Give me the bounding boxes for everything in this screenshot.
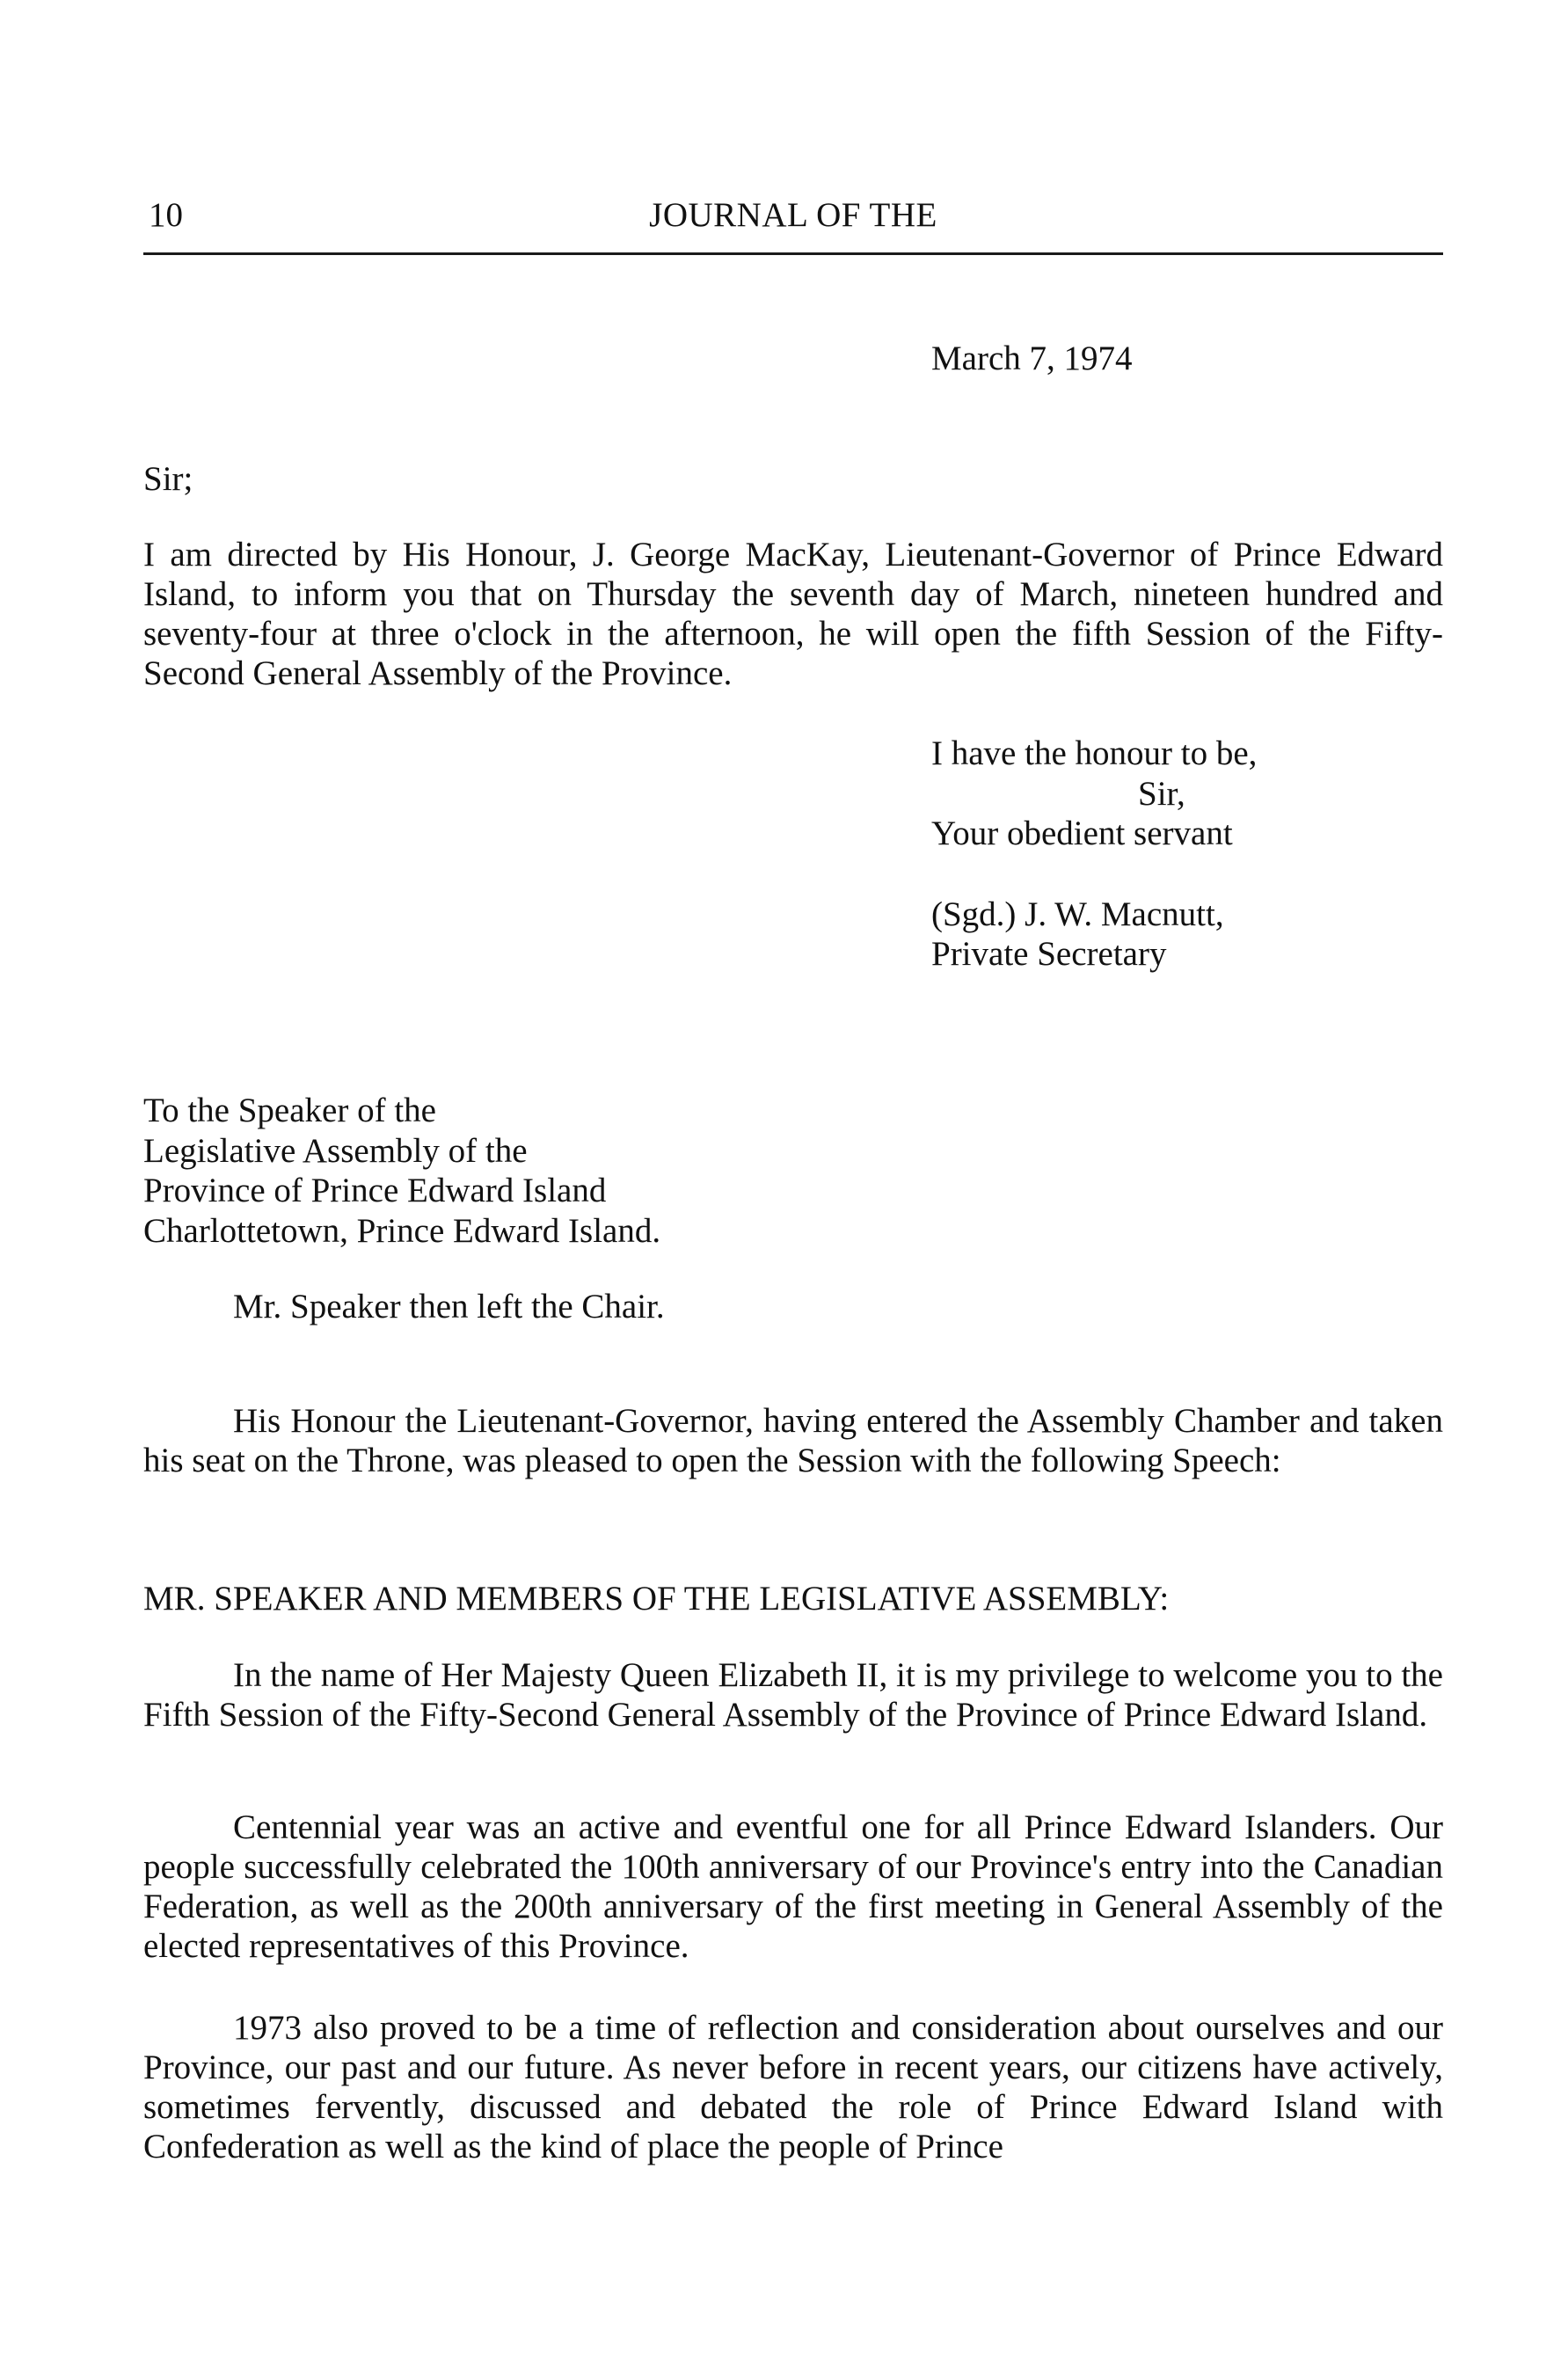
- addressee-line: To the Speaker of the: [143, 1092, 436, 1129]
- page-number: 10: [149, 196, 183, 234]
- speech-paragraph: Centennial year was an active and eventful one for all Prince Edward Islanders. Our people successfully celebrated the 100th anniversary of our Province's entry into the Canadian Federation, as well as the 200th anniversary of the first meeting in General Assembly of the elected representatives of this Province.: [143, 1808, 1443, 1965]
- signature-name: (Sgd.) J. W. Macnutt,: [931, 895, 1224, 933]
- page-header: [143, 195, 1443, 250]
- speech-paragraph: 1973 also proved to be a time of reflection and consideration about ourselves and our Province, our past and our future. As never before in recent years, our citizens have actively, sometimes fervently, discussed and debated the role of Prince Edward Island with Confederation as well as the kind of place the people of Prince: [143, 2009, 1443, 2165]
- letter-closing-line3: Your obedient servant: [931, 814, 1233, 852]
- running-title: JOURNAL OF THE: [649, 196, 937, 234]
- addressee-line: Legislative Assembly of the: [143, 1132, 528, 1170]
- letter-date: March 7, 1974: [931, 340, 1133, 377]
- header-rule: [143, 252, 1443, 255]
- addressee-line: Charlottetown, Prince Edward Island.: [143, 1212, 661, 1250]
- speaker-left-chair: Mr. Speaker then left the Chair.: [233, 1288, 665, 1325]
- letter-salutation: Sir;: [143, 460, 193, 498]
- lt-governor-entry: His Honour the Lieutenant-Governor, having entered the Assembly Chamber and taken his seat on the Throne, was pleased to open the Session with the following Speech:: [143, 1402, 1443, 1479]
- speech-paragraph: In the name of Her Majesty Queen Elizabeth II, it is my privilege to welcome you to the Fifth Session of the Fifty-Second General Assembly of the Province of Prince Edward Island.: [143, 1656, 1443, 1734]
- speech-address-heading: MR. SPEAKER AND MEMBERS OF THE LEGISLATIVE ASSEMBLY:: [143, 1580, 1170, 1617]
- letter-body: I am directed by His Honour, J. George MacKay, Lieutenant-Governor of Prince Edward Island, to inform you that on Thursday the seventh day of March, nineteen hundred and seventy-four at three o'clock in the afternoon, he will open the fifth Session of the Fifty-Second General Assembly of the Province.: [143, 536, 1443, 692]
- addressee-line: Province of Prince Edward Island: [143, 1172, 607, 1209]
- letter-closing-line1: I have the honour to be,: [931, 734, 1258, 772]
- letter-closing-line2: Sir,: [1138, 775, 1185, 813]
- signature-title: Private Secretary: [931, 935, 1167, 973]
